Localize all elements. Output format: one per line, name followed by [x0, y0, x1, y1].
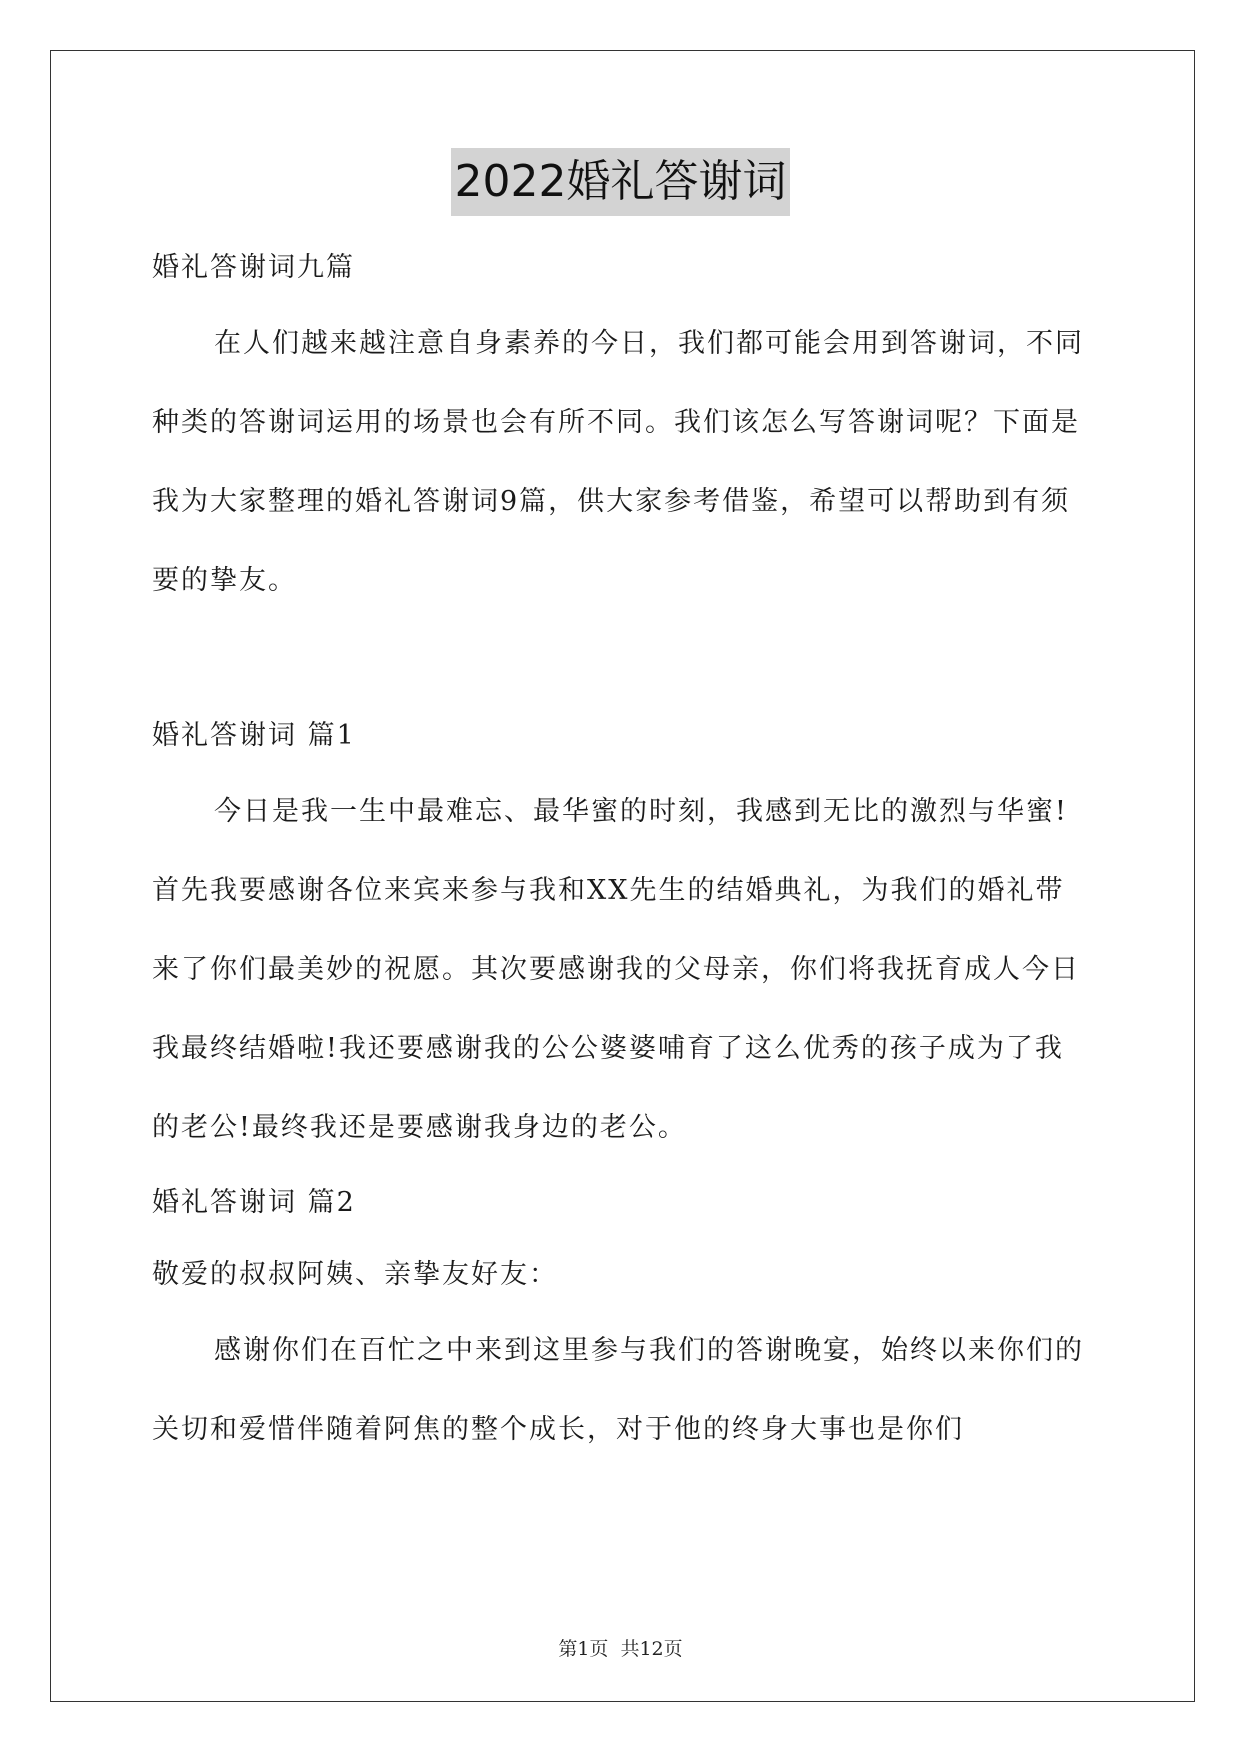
document-title: 2022婚礼答谢词: [451, 148, 791, 216]
paragraph-spacer: [152, 620, 1092, 700]
document-subtitle: 婚礼答谢词九篇: [152, 252, 355, 283]
section-2-greeting: 敬爱的叔叔阿姨、亲挚友好友：: [152, 1259, 558, 1290]
section-1-heading: 婚礼答谢词 篇1: [152, 720, 356, 751]
intro-paragraph: 在人们越来越注意自身素养的今日，我们都可能会用到答谢词，不同种类的答谢词运用的场景也会有所不同。我们该怎么写答谢词呢？下面是我为大家整理的婚礼答谢词9篇，供大家参考借鉴，希望可以帮助到有须要的挚友。: [152, 328, 1084, 596]
section-2-heading: 婚礼答谢词 篇2: [152, 1187, 356, 1218]
page-footer: 第1页 共12页: [558, 1638, 683, 1660]
section-1-paragraph: 今日是我一生中最难忘、最华蜜的时刻，我感到无比的激烈与华蜜!首先我要感谢各位来宾来参与我和XX先生的结婚典礼，为我们的婚礼带来了你们最美妙的祝愿。其次要感谢我的父母亲，你们将我抚育成人今日我最终结婚啦!我还要感谢我的公公婆婆哺育了这么优秀的孩子成为了我的老公!最终我还是要感谢我身边的老公。: [152, 796, 1080, 1143]
section-2-paragraph: 感谢你们在百忙之中来到这里参与我们的答谢晚宴，始终以来你们的关切和爱惜伴随着阿焦的整个成长，对于他的终身大事也是你们: [152, 1335, 1084, 1445]
document-body: [152, 232, 1092, 1469]
title-wrap: [0, 148, 1241, 216]
